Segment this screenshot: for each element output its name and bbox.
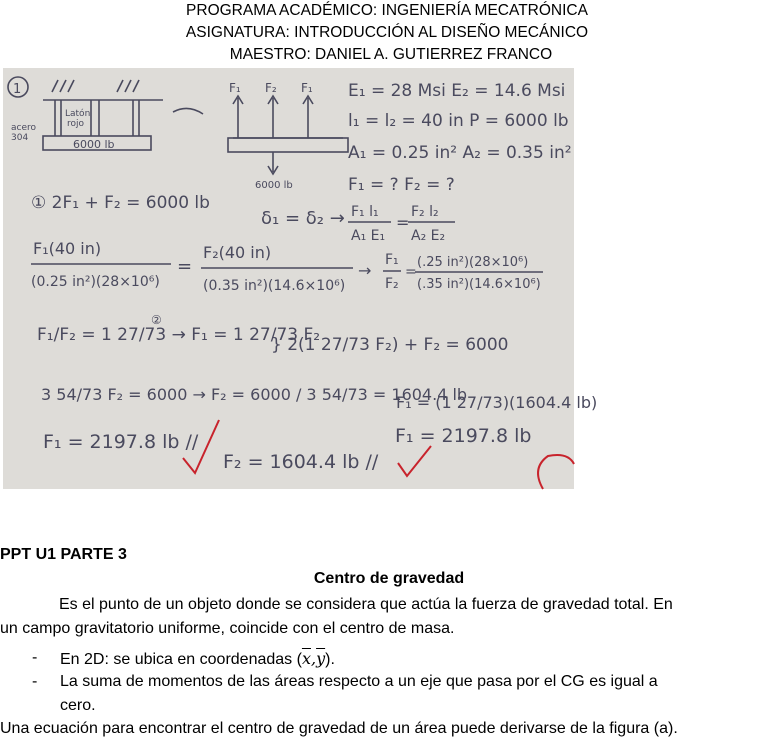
paragraph-1-line-2: un campo gravitatorio uniforme, coincide con el centro de masa.	[0, 620, 455, 637]
bullet-2d-text: En 2D: se ubica en coordenadas (	[60, 651, 302, 668]
equation-equilibrium: ① 2F₁ + F₂ = 6000 lb	[31, 193, 210, 213]
fbd-load-label: 6000 lb	[255, 180, 293, 191]
equation-ratio: F₁/F₂ = 1 27/73 → F₁ = 1 27/73 F₂	[37, 325, 321, 345]
paragraph-1-line-1: Es el punto de un objeto donde se considera que actúa la fuerza de gravedad total. En	[59, 596, 673, 613]
result-f1-check: F₁ = 2197.8 lb	[395, 425, 532, 447]
force-label-f1-right: F₁	[301, 81, 313, 95]
substituted-equation	[31, 239, 543, 294]
sub-den-1: (0.25 in²)(28×10⁶)	[31, 274, 160, 290]
header-teacher: MAESTRO: DANIEL A. GUTIERREZ FRANCO	[229, 46, 553, 63]
equation-solve-f2: 3 54/73 F₂ = 6000 → F₂ = 6000 / 3 54/73 = 1604.4 lb	[41, 385, 468, 404]
red-circle-mark	[538, 455, 574, 489]
section-label: PPT U1 PARTE 3	[0, 546, 127, 563]
bullet-2d	[60, 649, 335, 669]
bullet-dash-2: -	[32, 673, 38, 690]
checkmark-2	[398, 446, 431, 476]
diagram-load-label: 6000 lb	[73, 138, 115, 151]
equation-ratio-mark: ②	[151, 313, 162, 327]
given-moduli: E₁ = 28 Msi E₂ = 14.6 Msi	[348, 81, 566, 101]
bullet-moments-line-2: cero.	[60, 697, 96, 714]
bullet-2d-end: ).	[325, 651, 335, 668]
equation-compatibility: δ₁ = δ₂ →	[261, 208, 345, 229]
svg-text:→: →	[358, 261, 372, 280]
bullet-2d-y: $\overline{y}$	[316, 649, 326, 668]
sub-den-2: (0.35 in²)(14.6×10⁶)	[203, 278, 346, 294]
compatibility-fractions	[348, 204, 455, 244]
document-header	[0, 0, 774, 66]
svg-text:=: =	[405, 264, 417, 280]
ratio-num: F₁	[385, 252, 399, 268]
header-program: PROGRAMA ACADÉMICO: INGENIERÍA MECATRÓNICA	[186, 2, 588, 19]
equation-back-substitution: F₁ = (1 27/73)(1604.4 lb)	[396, 393, 598, 412]
sub-den-3: (.35 in²)(14.6×10⁶)	[417, 277, 541, 292]
paragraph-2: Una ecuación para encontrar el centro de gravedad de un área puede derivarse de la figura (a).	[0, 720, 678, 737]
bullet-moments-line-1: La suma de momentos de las áreas respecto a un eje que pasa por el CG es igual a	[60, 673, 658, 690]
bullet-2d-comma: ,	[310, 649, 317, 668]
handwritten-notes-drawing	[3, 68, 598, 489]
diagram-label-304: 304	[11, 133, 29, 143]
diagram-label-steel: acero	[11, 123, 37, 133]
header-course: ASIGNATURA: INTRODUCCIÓN AL DISEÑO MECÁNICO	[185, 24, 589, 41]
section-title: Centro de gravedad	[313, 570, 465, 587]
given-lengths: l₁ = l₂ = 40 in P = 6000 lb	[348, 111, 569, 131]
handwritten-notes-photo	[3, 68, 598, 489]
diagram-circle-number: 1	[13, 82, 22, 97]
svg-text:=: =	[396, 213, 410, 232]
force-label-f1-left: F₁	[229, 81, 241, 95]
compat-den-2: A₂ E₂	[411, 228, 446, 244]
sub-num-1: F₁(40 in)	[33, 239, 102, 258]
result-f1: F₁ = 2197.8 lb //	[43, 431, 199, 453]
result-f2: F₂ = 1604.4 lb //	[223, 451, 379, 473]
sub-num-2: F₂(40 in)	[203, 243, 272, 262]
given-unknowns: F₁ = ? F₂ = ?	[348, 175, 455, 195]
force-label-f2: F₂	[265, 81, 277, 95]
compat-num-1: F₁ l₁	[351, 204, 379, 220]
given-areas: A₁ = 0.25 in² A₂ = 0.35 in²	[348, 143, 572, 163]
bullet-2d-x: $\overline{x}$	[301, 649, 311, 668]
sub-num-3: (.25 in²)(28×10⁶)	[417, 255, 529, 270]
svg-text:=: =	[177, 256, 193, 277]
compat-den-1: A₁ E₁	[351, 228, 386, 244]
bullet-dash-1: -	[32, 649, 38, 666]
compat-num-2: F₂ l₂	[411, 204, 439, 220]
beam-diagram	[8, 77, 348, 174]
ratio-den: F₂	[385, 276, 399, 292]
diagram-label-red: rojo	[67, 119, 85, 129]
diagram-label-brass: Latón	[65, 109, 91, 119]
equation-substitution: } 2(1 27/73 F₂) + F₂ = 6000	[271, 335, 509, 355]
